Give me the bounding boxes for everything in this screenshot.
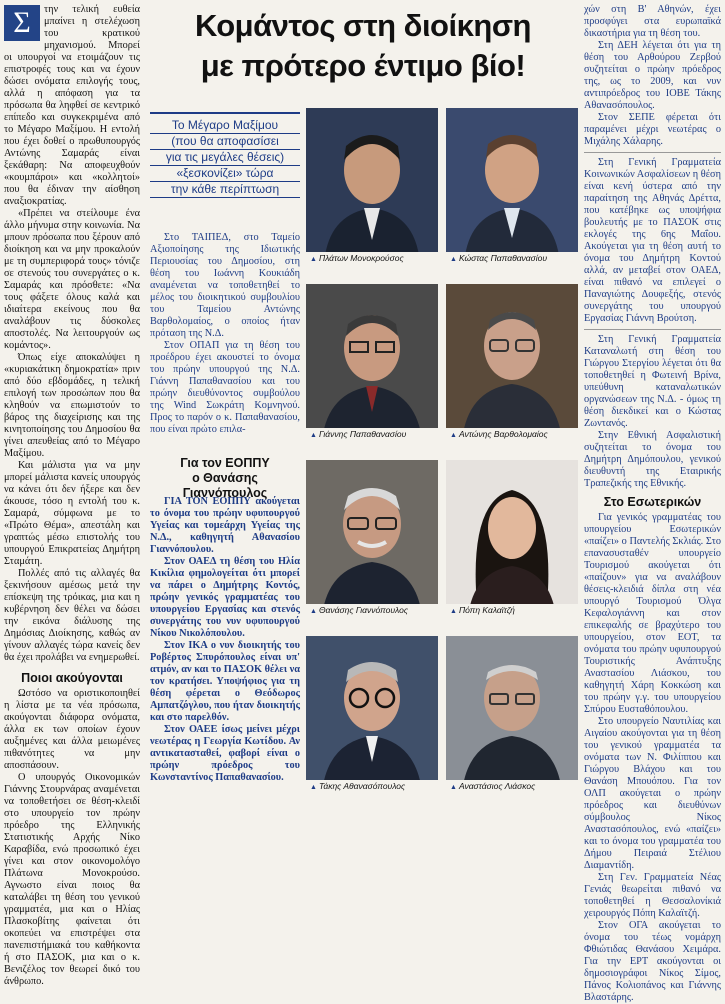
portrait-image [446, 460, 578, 616]
box-title-line: Γιαννόπουλος [182, 486, 268, 500]
caption-text: Τάκης Αθανασόπουλος [318, 781, 406, 791]
caption-marker-icon: ▲ [310, 432, 317, 439]
deck-line: (που θα αποφασίσει [150, 134, 300, 150]
photo-caption [446, 780, 578, 792]
caption-marker-icon: ▲ [450, 256, 457, 263]
paragraph: Στο υπουργείο Ναυτιλίας και Αιγαίου ακούγονται για τη θέση του γενικού γραμματέα τα ονόματα των Ν. Φιλίππου και Γιώργου Βλάχου και του Θανάση Μπουόπου. Για τον ΟΛΠ ακούγεται ο πρώην πρόεδρος και διευθύνων σύμβουλος Νίκος Αναστασόπουλος, ενώ «παίζει» και το όνομα του γραμματέα του Δήμου Πειραιά Στέλιου Διαμαντίδη. [584, 716, 721, 871]
portrait-image [306, 460, 438, 616]
paragraph: χών στη Β' Αθηνών, έχει προσφύγει στα ευρωπαϊκά δικαστήρια για τη θέση του. [584, 4, 721, 39]
photo-caption [446, 604, 578, 616]
divider [584, 152, 721, 153]
photo-caption [306, 604, 438, 616]
divider [584, 329, 721, 330]
paragraph: Στη ΔΕΗ λέγεται ότι για τη θέση του Αρθούρου Ζερβού συζητείται ο πρώην πρόεδρος της, ως το 2009, και νυν αντιπρόεδρος του ΙΟΒΕ Τάκης Αθανασόπουλος. [584, 40, 721, 111]
caption-marker-icon: ▲ [310, 784, 317, 791]
photo-caption [306, 780, 438, 792]
portrait-image [306, 284, 438, 440]
headline [148, 6, 578, 86]
paragraph: την τελική ευθεία μπαίνει η στελέχωση του κρατικού μηχανισμού. Μπορεί οι υπουργοί να ετοιμάζουν τις επιστροφές τους και να έχουν δώσει ονόματα επιλογής τους, αλλά η απόφαση για τα πρόσωπα θα ληφθεί σε κεντρικό επίπεδο και συγκεκριμένα από το Μέγαρο Μαξίμου. Η εντολή που έχει δοθεί ο πρωθυπουργός Αντώνης Σαμαράς είναι ξεκάθαρη: Να αποφευχθούν «κουμπάροι» και «κολλητοί» που θα έδιναν την αίσθηση αναξιοκρατίας. [4, 4, 140, 207]
column-left [4, 4, 140, 987]
caption-marker-icon: ▲ [450, 608, 457, 615]
caption-text: Αναστάσιος Λιάσκος [458, 781, 536, 791]
caption-text: Γιάννης Παπαθανασίου [318, 429, 407, 439]
portrait-image [446, 284, 578, 440]
caption-marker-icon: ▲ [310, 608, 317, 615]
caption-text: Πόπη Καλαϊτζή [458, 605, 515, 615]
paragraph: Και μάλιστα για να μην μπορεί μάλιστα κανείς υπουργός να κάνει ότι δεν ήξερε και δεν άκουσε, τόσο η εντολή του κ. Σαμαρά, σύμφωνα με το «Πρώτο Θέμα», απεστάλη και γραπτώς μέσω επιστολής του υπουργού Επικρατείας Δημήτρη Σταμάτη. [4, 460, 140, 567]
caption-text: Θανάσης Γιαννόπουλος [318, 605, 408, 615]
deck-line: Το Μέγαρο Μαξίμου [150, 118, 300, 134]
deck-rule [150, 112, 300, 114]
drop-cap: Σ [4, 5, 40, 41]
caption-marker-icon: ▲ [310, 256, 317, 263]
paragraph: Στον ΟΑΕΕ ίσως μείνει μέχρι νεωτέρας η Γεωργία Κωτίδου. Αν αντικατασταθεί, φαβορί είναι ο πρώην πρόεδρος του Κωνσταντίνος Παπαθανασίου. [150, 724, 300, 783]
paragraph: Στον ΟΑΕΔ τη θέση του Ηλία Κικίλια φημολογείται ότι μπορεί να πάρει ο Δημήτρης Κοντός, πρώην γενικός γραμματέας του υπουργείου Εργασίας και στενός συνεργάτης του νυν υφυπουργού Νίκου Νικολόπουλου. [150, 556, 300, 639]
portrait-photo [306, 284, 438, 440]
paragraph: Ωστόσο να οριστικοποιηθεί η λίστα με τα νέα πρόσωπα, ακούγονται διάφορα ονόματα, άλλα εκ των οποίων έχουν αυξημένες και άλλα μειωμένες πιθανότητες να μην αποσπάσουν. [4, 688, 140, 771]
caption-text: Αντώνης Βαρθολομαίος [458, 429, 548, 439]
portrait-image [306, 108, 438, 264]
paragraph: ΓΙΑ ΤΟΝ ΕΟΠΠΥ ακούγεται το όνομα του πρώην υφυπουργού Υγείας και τομεάρχη Υγείας της Ν.Δ., καθηγητή Αθανασίου Γιαννόπουλου. [150, 496, 300, 555]
subheading: Ποιοι ακούγονται [21, 671, 123, 685]
paragraph: Για γενικός γραμματέας του υπουργείου Εσωτερικών «παίζει» ο Παντελής Σκλιάς. Στο επανασυσταθέν υπουργείο Τουρισμού ακούγεται ότι «παίζουν» για να αναλάβουν θέσεις-κλειδιά δίπλα στη νέα υπουργό Τουρισμού Όλγα Κεφαλογιάννη και στον επικεφαλής σε βραχύτερο του υπουργείου, στον ΕΟΤ, τα ονόματα του πρώην υφυπουργού Τουριστικής Ανάπτυξης Αναστασίου Λιάσκου, του καθηγητή Χάρη Κοκκώση και του πρώην γ.γ. του υπουργείου Σπύρου Ευσταθόπουλου. [584, 512, 721, 715]
portrait-image [306, 636, 438, 792]
portrait-photo [446, 108, 578, 264]
paragraph: Στη Γενική Γραμματεία Καταναλωτή στη θέση του Γιώργου Στεργίου λέγεται ότι θα τοποθετηθεί η Φωτεινή Βρίνα, υπεύθυνη καταναλωτικών οργανώσεων της Ν.Δ. - όμως τη θέση διεκδικεί και ο Κώστας Ζωντανός. [584, 334, 721, 429]
headline-line: Κομάντος στη διοίκηση [195, 8, 531, 43]
column-middle-box [150, 496, 300, 796]
paragraph: Στον ΟΠΑΠ για τη θέση του προέδρου έχει ακουστεί το όνομα του πρώην υπουργού της Ν.Δ. Γιάννη Παπαθανασίου και του πρώην διευθύνοντος συμβούλου της Wind Σωκράτη Κομνηνού. Προς το παρόν ο κ. Παπαθανασίου, που είναι πρώτο επιλα- [150, 340, 300, 435]
portrait-photo [306, 636, 438, 792]
headline-line: με πρότερο έντιμο βίο! [200, 48, 526, 83]
deck [150, 112, 300, 198]
caption-marker-icon: ▲ [450, 432, 457, 439]
paragraph: Στον ΙΚΑ ο νυν διοικητής του Ροβέρτος Σπυρόπουλος είναι υπ' ατμόν, αν και το ΠΑΣΟΚ θέλει να τον κρατήσει. Υποψήφιος για τη θέση φέρεται ο Θεόδωρος Αμπατζόγλου, που ήταν διοικητής και στο παρελθόν. [150, 640, 300, 723]
subheading: Στο Εσωτερικών [603, 495, 702, 509]
portrait-photo [446, 460, 578, 616]
deck-line: την κάθε περίπτωση [150, 182, 300, 198]
paragraph: Πολλές από τις αλλαγές θα ξεκινήσουν αμέσως μετά την επίσκεψη της τρόικας, μια και η κυβέρνηση δεν θέλει να δώσει την εικόνα διάλυσης της Δημόσιας Διοίκησης, καθώς αν γίνουν αλλαγές τώρα κανείς δεν θα έχει προλάβει να ενημερωθεί. [4, 568, 140, 663]
paragraph: Στον ΟΓΑ ακούγεται το όνομα του τέως νομάρχη Φθιώτιδας Θανάσου Χειμάρα. Για την ΕΡΤ ακούγονται οι δημοσιογράφοι Νίκος Σίμος, Πάνος Κολιοπάνος και Γιάννης Βλαστάρης. [584, 920, 721, 1003]
paragraph: Στον ΣΕΠΕ φέρεται ότι παραμένει μέχρι νεωτέρας ο Μιχάλης Χάλαρης. [584, 112, 721, 147]
photo-caption [306, 252, 438, 264]
portrait-photo [306, 460, 438, 616]
paragraph: Στο ΤΑΙΠΕΔ, στο Ταμείο Αξιοποίησης της Ιδιωτικής Περιουσίας του Δημοσίου, στη θέση του Ιωάννη Κουκιάδη αναμένεται να τοποθετηθεί το μέλος του διοικητικού συμβουλίου του Ταμείου Αντώνης Βαρθολομαίος, ο οποίος ήταν πρόταση της Ν.Δ. [150, 232, 300, 339]
portrait-image [446, 108, 578, 264]
photo-caption [446, 428, 578, 440]
paragraph: Όπως είχε αποκαλύψει η «κυριακάτικη δημοκρατία» πριν από δύο εβδομάδες, η τελική επιλογή των προσώπων που θα κληθούν να επωμιστούν το βάρος της διαχείρισης και της κινητοποίησης του Δημοσίου θα γίνει απευθείας από το Μέγαρο Μαξίμου. [4, 352, 140, 459]
paragraph: Στη Γεν. Γραμματεία Νέας Γενιάς θεωρείται πιθανό να τοποθετηθεί η Θεσσαλονίκιά χειρουργός Πόπη Καλαϊτζή. [584, 872, 721, 919]
box-title-line: ο Θανάσης [192, 471, 258, 485]
portrait-photo [446, 636, 578, 792]
portrait-photo [446, 284, 578, 440]
caption-text: Πλάτων Μονοκρούσος [318, 253, 404, 263]
paragraph: Ο υπουργός Οικονομικών Γιάννης Στουρνάρας αναμένεται να τοποθετήσει σε θέση-κλειδί στο υπουργείο τον πρώην πρόεδρο της Ελληνικής Στατιστικής Αρχής Νίκο Καραβίδα, ενώ προσωπικό έχει γίνει και στον οικονομολόγο Πλάτωνα Μονοκρούσο. Αγνωστο είναι ποιος θα καταλάβει τη θέση του γενικού γραμματέα, μια και ο Ηλίας Πλασκοβίτης φαίνεται ότι οκοπεύει να επιστρέψει στα πανεπιστήμιακά του καθήκοντα ή στο ΠΑΣΟΚ, μια και ο κ. Βενιζέλος τον θεωρεί δικό του άνθρωπο. [4, 772, 140, 987]
photo-grid [306, 108, 578, 796]
photo-caption [306, 428, 438, 440]
box-title [150, 456, 300, 501]
paragraph: Στη Γενική Γραμματεία Κοινωνικών Ασφαλίσεων η θέση είναι κενή ύστερα από την παραίτηση της Αθηνάς Δρέττα, που κατέβηκε ως υποψήφια βουλευτής με το ΠΑΣΟΚ στις εκλογές της 6ης Μαΐου. Ακούγεται για τη θέση αυτή το όνομα του Δημήτρη Κοντού αλλά, αν μεταβεί στον ΟΑΕΔ, είναι πιθανό να επιλεγεί ο Παναγιώτης Δουφεξής, στενός συνεργάτης του υπουργού Εργασίας Γιάννη Βρούτση. [584, 157, 721, 324]
paragraph: «Πρέπει να στείλουμε ένα άλλο μήνυμα στην κοινωνία. Να μπουν πρόσωπα που ξέρουν από διοίκηση και να μην προκαλούν με τη συμπεριφορά τους» τόνιζε σε στενούς του συνεργάτες ο κ. Σαμαράς και πρόσθετε: «Να τους φάξετε όλους καλά και ιδιαίτερα εκείνους που θα αναλάβουν τις δύσκολες αποστολές. Να λειτουργούν ως κομάντος». [4, 208, 140, 351]
paragraph: Στην Εθνική Ασφαλιστική συζητείται το όνομα του Δημήτρη Δημόπουλου, γενικού διευθυντή της Εταιρικής Τραπεζικής της Εθνικής. [584, 430, 721, 489]
portrait-photo [306, 108, 438, 264]
photo-caption [446, 252, 578, 264]
caption-marker-icon: ▲ [450, 784, 457, 791]
deck-line: για τις μεγάλες θέσεις) [150, 150, 300, 166]
deck-line: «ξεσκονίζει» τώρα [150, 166, 300, 182]
caption-text: Κώστας Παπαθανασίου [458, 253, 548, 263]
portrait-image [446, 636, 578, 792]
column-middle-top [150, 232, 300, 452]
box-title-line: Για τον ΕΟΠΠΥ [180, 456, 270, 470]
column-right [584, 4, 721, 1003]
